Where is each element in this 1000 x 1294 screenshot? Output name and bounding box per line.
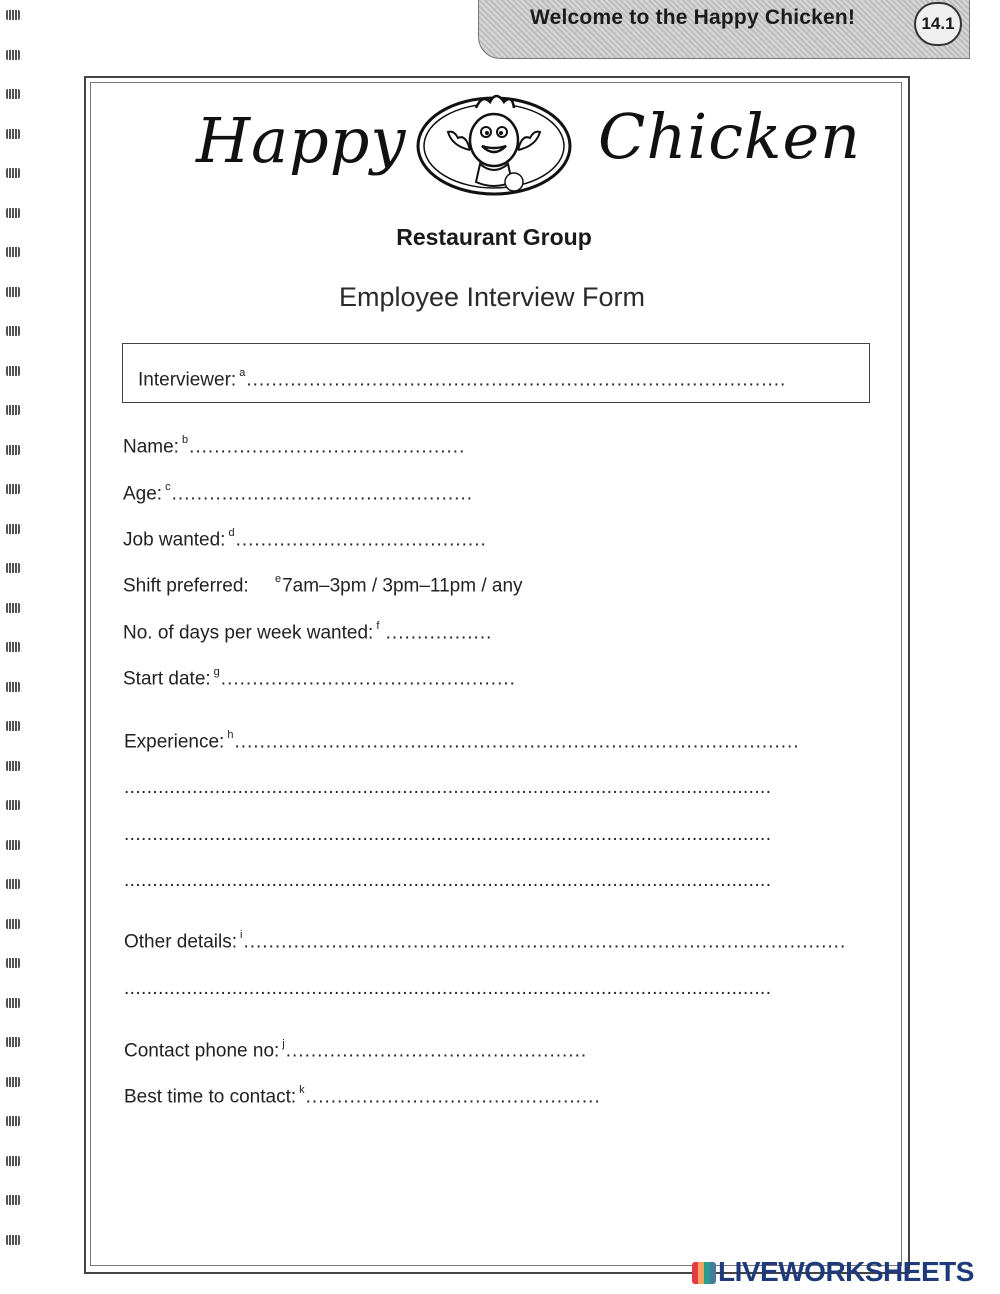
binding-ring bbox=[6, 50, 20, 60]
binding-ring bbox=[6, 168, 20, 178]
name-label: Name: bbox=[123, 436, 179, 458]
binding-ring bbox=[6, 1077, 20, 1087]
binding-ring bbox=[6, 721, 20, 731]
binding-ring bbox=[6, 1195, 20, 1205]
job-wanted-marker: d bbox=[228, 527, 235, 539]
liveworksheets-logo[interactable] bbox=[692, 1256, 974, 1288]
age-marker: c bbox=[165, 481, 171, 493]
binding-ring bbox=[6, 445, 20, 455]
name-dots: ............................................ bbox=[189, 436, 466, 458]
interviewer-field[interactable] bbox=[138, 369, 786, 391]
binding-ring bbox=[6, 642, 20, 652]
binding-ring bbox=[6, 524, 20, 534]
binding-ring bbox=[6, 1037, 20, 1047]
other-details-label: Other details: bbox=[124, 931, 237, 953]
days-per-week-field[interactable] bbox=[123, 622, 492, 644]
job-wanted-field[interactable] bbox=[123, 529, 487, 551]
binding-ring bbox=[6, 840, 20, 850]
days-per-week-dots: ................. bbox=[385, 622, 493, 644]
best-time-label: Best time to contact: bbox=[124, 1086, 297, 1108]
other-details-line-2[interactable]: .................................................................................................................. bbox=[124, 978, 772, 999]
contact-phone-marker: j bbox=[282, 1038, 285, 1050]
binding-ring bbox=[6, 563, 20, 573]
binding-ring bbox=[6, 879, 20, 889]
header-title: Welcome to the Happy Chicken! bbox=[530, 6, 856, 29]
best-time-marker: k bbox=[299, 1084, 305, 1096]
experience-line-3[interactable]: .................................................................................................................. bbox=[124, 824, 772, 845]
contact-phone-dots: ................................................ bbox=[285, 1040, 588, 1062]
contact-phone-label: Contact phone no: bbox=[124, 1040, 280, 1062]
age-field[interactable] bbox=[123, 483, 473, 505]
interviewer-marker: a bbox=[239, 367, 246, 379]
binding-ring bbox=[6, 326, 20, 336]
experience-label: Experience: bbox=[124, 731, 225, 753]
liveworksheets-text: LIVEWORKSHEETS bbox=[718, 1256, 974, 1287]
logo-word-chicken: Chicken bbox=[598, 100, 862, 173]
experience-line-2[interactable]: .................................................................................................................. bbox=[124, 777, 772, 798]
best-time-dots: ............................................... bbox=[305, 1086, 601, 1108]
shift-preferred-options: 7am–3pm / 3pm–11pm / any bbox=[282, 575, 523, 597]
binding-ring bbox=[6, 1116, 20, 1126]
contact-phone-field[interactable] bbox=[124, 1040, 587, 1062]
days-per-week-label: No. of days per week wanted: bbox=[123, 622, 374, 644]
name-field[interactable] bbox=[123, 436, 465, 458]
other-details-marker: i bbox=[240, 929, 243, 941]
start-date-dots: ............................................... bbox=[220, 668, 516, 690]
binding-ring bbox=[6, 129, 20, 139]
binding-ring bbox=[6, 958, 20, 968]
days-per-week-marker: f bbox=[376, 620, 380, 632]
unit-badge: 14.1 bbox=[914, 2, 962, 46]
age-label: Age: bbox=[123, 483, 163, 505]
job-wanted-dots: ........................................ bbox=[235, 529, 487, 551]
shift-preferred-label: Shift preferred: bbox=[123, 575, 249, 597]
other-details-dots: ................................................................................................ bbox=[243, 931, 847, 953]
best-time-field[interactable] bbox=[124, 1086, 601, 1108]
interviewer-dots: ...................................................................................... bbox=[246, 369, 787, 391]
restaurant-group-subtitle: Restaurant Group bbox=[396, 224, 592, 250]
shift-preferred-field[interactable] bbox=[123, 575, 523, 597]
binding-ring bbox=[6, 10, 20, 20]
binding-ring bbox=[6, 800, 20, 810]
experience-marker: h bbox=[227, 729, 234, 741]
liveworksheets-icon bbox=[692, 1262, 716, 1284]
binding-ring bbox=[6, 484, 20, 494]
name-marker: b bbox=[181, 434, 189, 446]
interviewer-label: Interviewer: bbox=[138, 369, 237, 391]
binding-ring bbox=[6, 1156, 20, 1166]
shift-preferred-marker: e bbox=[274, 573, 282, 585]
binding-ring bbox=[6, 919, 20, 929]
other-details-field[interactable] bbox=[124, 931, 846, 953]
binding-ring bbox=[6, 998, 20, 1008]
start-date-label: Start date: bbox=[123, 668, 211, 690]
binding-ring bbox=[6, 682, 20, 692]
job-wanted-label: Job wanted: bbox=[123, 529, 226, 551]
binding-ring bbox=[6, 1235, 20, 1245]
age-dots: ................................................ bbox=[171, 483, 473, 505]
experience-line-4[interactable]: .................................................................................................................. bbox=[124, 870, 772, 891]
start-date-field[interactable] bbox=[123, 668, 516, 690]
logo-word-happy: Happy bbox=[196, 104, 407, 177]
experience-field[interactable] bbox=[124, 731, 800, 753]
start-date-marker: g bbox=[213, 666, 220, 678]
binding-ring bbox=[6, 366, 20, 376]
spiral-binding bbox=[4, 10, 26, 1290]
form-title: Employee Interview Form bbox=[338, 282, 646, 312]
binding-ring bbox=[6, 208, 20, 218]
binding-ring bbox=[6, 603, 20, 613]
binding-ring bbox=[6, 89, 20, 99]
chicken-mascot-icon bbox=[414, 88, 574, 200]
binding-ring bbox=[6, 405, 20, 415]
binding-ring bbox=[6, 761, 20, 771]
experience-dots: .......................................................................................... bbox=[234, 731, 800, 753]
